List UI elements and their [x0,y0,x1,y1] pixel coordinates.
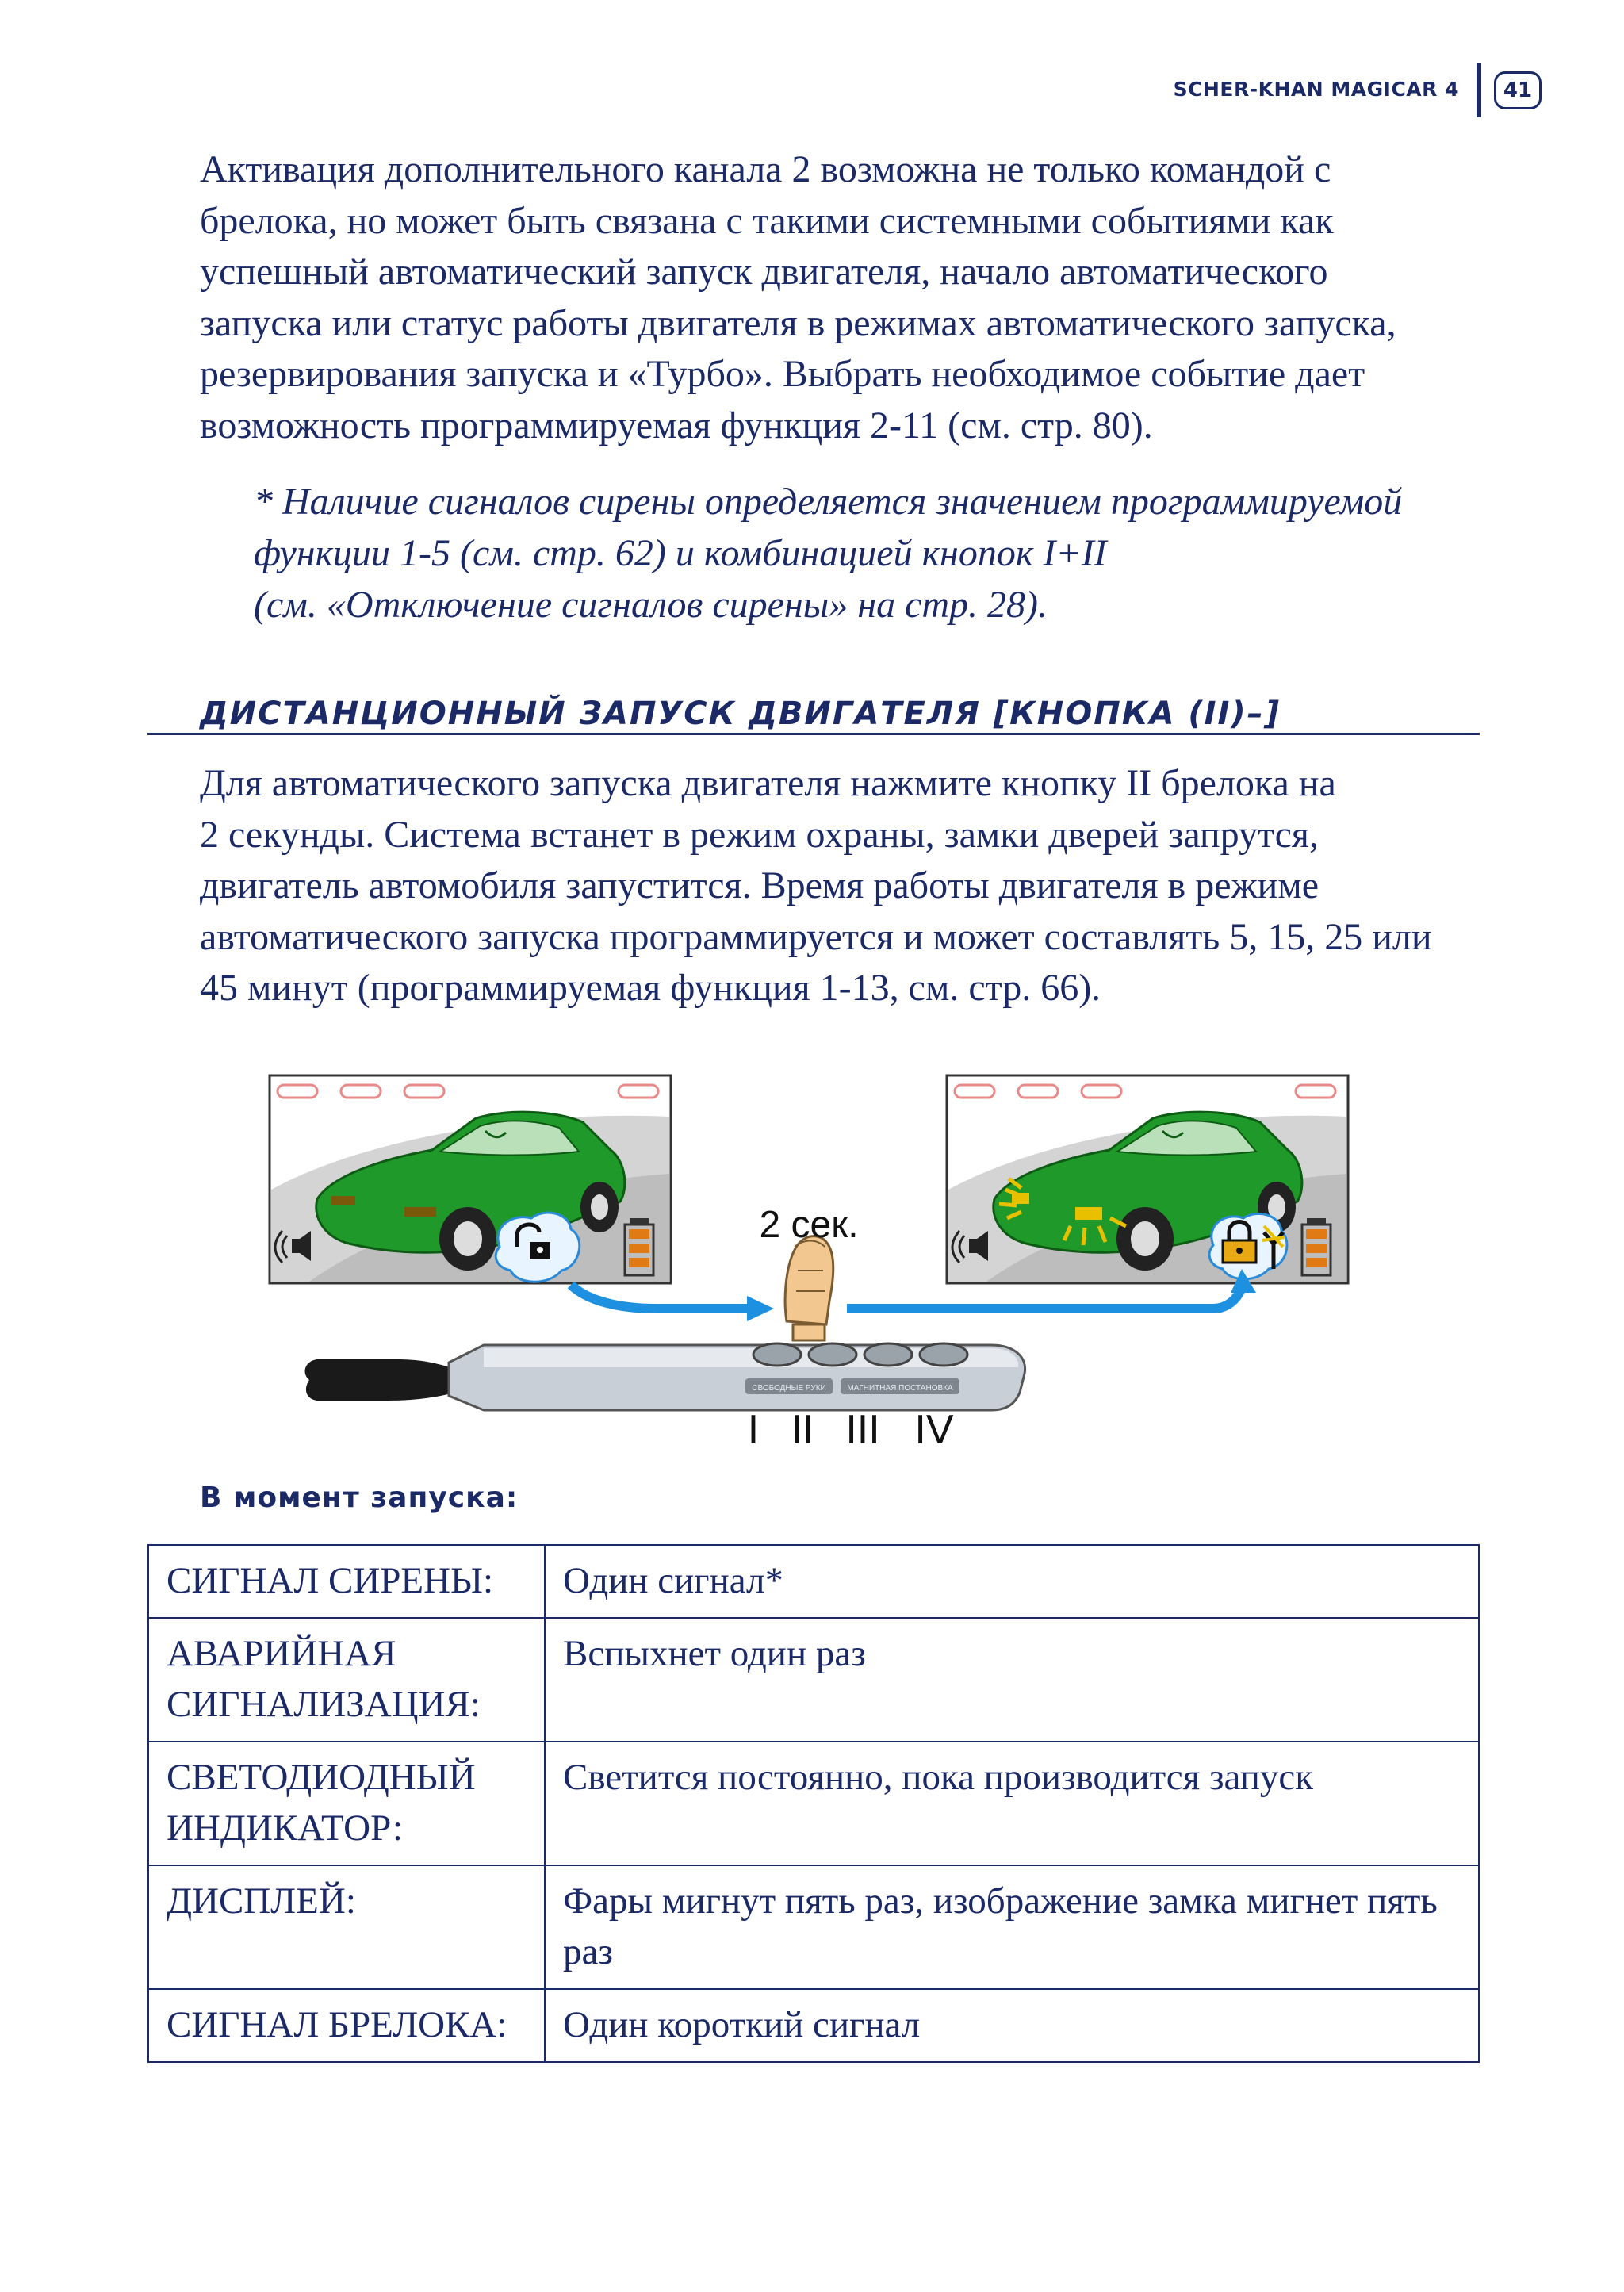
text-line: (см. «Отключение сигналов сирены» на стр. 28). [254,584,1048,626]
text-line: запуска или статус работы двигателя в режимах автоматического запуска, [200,301,1396,344]
press-duration-label: 2 сек. [759,1204,859,1246]
footnote [254,476,1491,630]
text-line: успешный автоматический запуск двигателя, начало автоматического [200,251,1328,293]
keyfob-label: СВОБОДНЫЕ РУКИ [752,1384,826,1393]
text-line: * Наличие сигналов сирены определяется значением программируемой [254,481,1403,523]
row-value: Один сигнал* [545,1545,1479,1618]
text-line: Для автоматического запуска двигателя нажмите кнопку II брелока на [200,762,1336,804]
section-heading: ДИСТАНЦИОННЫЙ ЗАПУСК ДВИГАТЕЛЯ [КНОПКА (II)–] [200,696,1281,732]
text-line: двигатель автомобиля запустится. Время работы двигателя в режиме [200,864,1320,906]
subsection-heading: В момент запуска: [200,1481,519,1514]
row-label: СВЕТОДИОДНЫЙ ИНДИКАТОР: [148,1742,545,1865]
text-line: 2 секунды. Система встанет в режим охраны, замки дверей запрутся, [200,813,1319,856]
running-header: SCHER-KHAN MAGICAR 4 [1173,78,1459,101]
startup-signals-table [147,1544,1480,2063]
finger-press-icon [785,1236,833,1340]
keyfob-icon [305,1343,1025,1410]
keyfob-button-iii [864,1343,912,1366]
text-line: брелока, но может быть связана с такими системными событиями как [200,199,1334,242]
row-value: Вспыхнет один раз [545,1618,1479,1742]
page-number: 41 [1494,71,1542,109]
text-line: автоматического запуска программируется и может составлять 5, 15, 25 или [200,915,1432,958]
header-divider [1477,63,1481,117]
row-label: СИГНАЛ БРЕЛОКА: [148,1989,545,2062]
button-label-iv: IV [914,1407,954,1451]
text-line: Активация дополнительного канала 2 возможна не только командой с [200,148,1331,190]
row-label: ДИСПЛЕЙ: [148,1865,545,1989]
row-label: АВАРИЙНАЯ СИГНАЛИЗАЦИЯ: [148,1618,545,1742]
table-row [148,1865,1479,1989]
intro-paragraph [200,144,1484,451]
text-line: резервирования запуска и «Турбо». Выбрать необходимое событие дает [200,353,1365,395]
button-label-ii: II [791,1407,814,1451]
display-before [270,1075,671,1283]
keyfob-button-i [753,1343,801,1366]
button-label-iii: III [845,1407,880,1451]
table-row [148,1618,1479,1742]
row-value: Один короткий сигнал [545,1989,1479,2062]
text-line: 45 минут (программируемая функция 1-13, см. стр. 66). [200,967,1101,1009]
table-row [148,1545,1479,1618]
button-label-i: I [747,1407,760,1451]
arrow-left [571,1285,774,1321]
text-line: возможность программируемая функция 2-11 (см. стр. 80). [200,404,1153,447]
row-label: СИГНАЛ СИРЕНЫ: [148,1545,545,1618]
keyfob-button-iv [920,1343,967,1366]
table-row [148,1989,1479,2062]
section-divider [147,733,1480,735]
table-row [148,1742,1479,1865]
text-line: функции 1-5 (см. стр. 62) и комбинацией кнопок I+II [254,532,1107,574]
instructions-paragraph [200,758,1484,1014]
keyfob-button-ii [809,1343,856,1366]
row-value: Фары мигнут пять раз, изображение замка мигнет пять раз [545,1865,1479,1989]
keyfob-label: МАГНИТНАЯ ПОСТАНОВКА [847,1384,953,1393]
display-after [947,1075,1348,1283]
row-value: Светится постоянно, пока производится запуск [545,1742,1479,1865]
remote-start-illustration [262,1063,1356,1451]
